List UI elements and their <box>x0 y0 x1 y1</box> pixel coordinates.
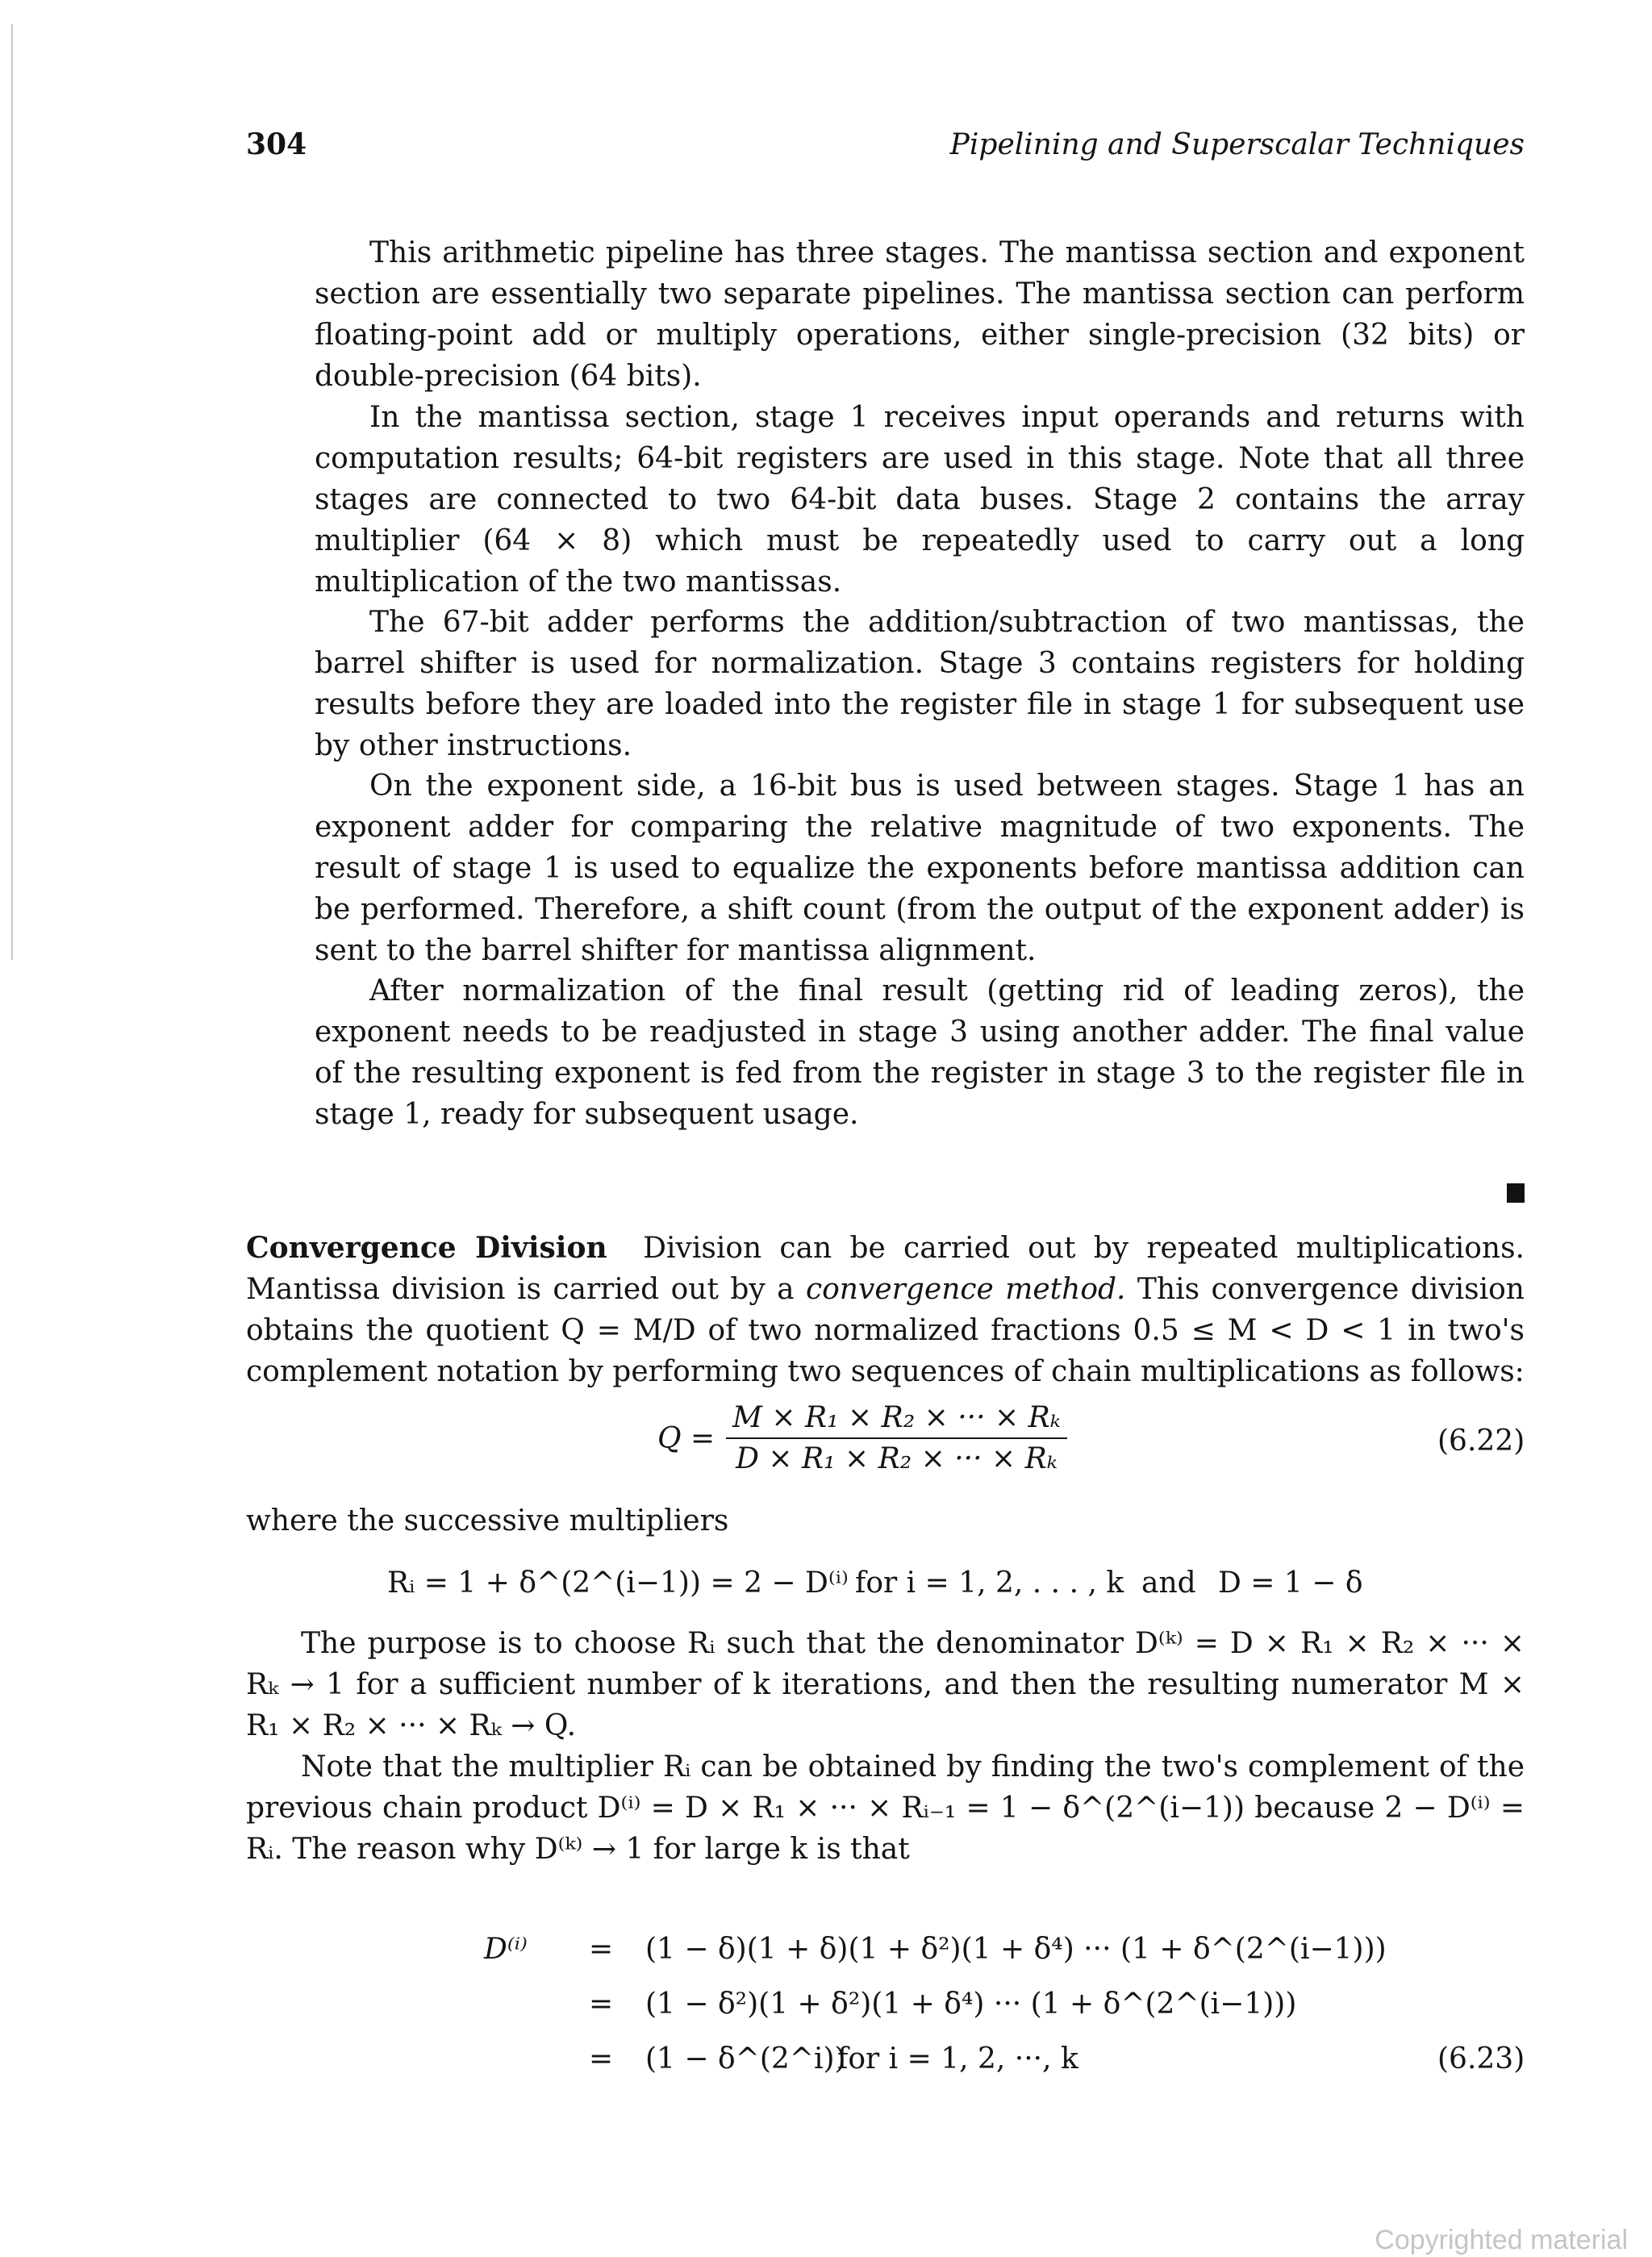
multipliers-intro: where the successive multipliers <box>246 1504 729 1537</box>
convergence-term: convergence method. <box>805 1273 1126 1306</box>
paragraph-exponent-side: On the exponent side, a 16-bit bus is used between stages. Stage 1 has an exponent adder for comparing the relative magnitude of two exponents. The result of stage 1 is used to equalize the exponents before mantissa addition can be performed. Therefore, a shift count (from the output of the exponent adder) is sent to the barrel shifter for mantissa alignment. <box>315 770 1525 967</box>
eq-rhs: (1 − δ^(2^i)) <box>645 2042 846 2076</box>
eq-6-23-row <box>484 1933 1533 1975</box>
eq-rhs: (1 − δ)(1 + δ)(1 + δ²)(1 + δ⁴) ··· (1 + δ^(2^(i−1))) <box>645 1933 1387 1966</box>
ri-condition: for i = 1, 2, . . . , k <box>855 1567 1124 1600</box>
eq-6-22-fraction <box>726 1401 1067 1475</box>
eq-6-22-lhs: Q = <box>657 1421 715 1455</box>
paragraph-normalization: After normalization of the final result (getting rid of leading zeros), the exponent needs to be readjusted in stage 3 using another adder. The final value of the resulting exponent is fed from the register in stage 3 to the register file in stage 1, ready for subsequent usage. <box>315 974 1525 1131</box>
convergence-text-2: This convergence division obtains the quotient Q = M/D of two normalized fractions 0.5 ≤ M < D < 1 in two's complement notation by performing two sequences of chain multiplications as follows: <box>246 1273 1525 1388</box>
copyright-watermark: Copyrighted material <box>1375 2225 1628 2255</box>
eq-6-23-row <box>484 1988 1533 2030</box>
eq-6-23-number: (6.23) <box>1437 2042 1525 2076</box>
ri-formula: Rᵢ = 1 + δ^(2^(i−1)) = 2 − D⁽ⁱ⁾ <box>387 1567 849 1600</box>
end-of-example-mark <box>1507 1183 1525 1203</box>
purpose-paragraph: The purpose is to choose Rᵢ such that the denominator D⁽ᵏ⁾ = D × R₁ × R₂ × ··· × Rₖ → 1 for a sufficient number of k iterations, and then the resulting numerator M × R₁ × R₂ × ··· × Rₖ → Q. <box>246 1627 1525 1742</box>
eq-6-23-lhs: D⁽ⁱ⁾ <box>484 1933 528 1966</box>
eq-equals: = <box>589 2042 614 2076</box>
eq-rhs: (1 − δ²)(1 + δ²)(1 + δ⁴) ··· (1 + δ^(2^(i−1))) <box>645 1988 1297 2021</box>
eq-equals: = <box>589 1988 614 2021</box>
convergence-division-paragraph <box>246 1228 1525 1392</box>
paragraph-mantissa-section: In the mantissa section, stage 1 receives input operands and returns with computation results; 64-bit registers are used in this stage. Note that all three stages are connected to two 64-bit data buses. Stage 2 contains the array multiplier (64 × 8) which must be repeatedly used to carry out a long multiplication of the two mantissas. <box>315 401 1525 599</box>
equation-6-22 <box>657 1401 1125 1475</box>
convergence-text-1: Division can be carried out by repeated multiplications. Mantissa division is carried out by a <box>246 1232 1525 1306</box>
page-header <box>246 127 1525 168</box>
scan-edge-line <box>11 24 13 960</box>
page-number: 304 <box>246 127 307 161</box>
ri-and: and <box>1141 1567 1196 1600</box>
eq-condition: for i = 1, 2, ···, k <box>837 2042 1078 2076</box>
eq-6-22-numerator: M × R₁ × R₂ × ··· × Rₖ <box>726 1401 1067 1439</box>
running-title: Pipelining and Superscalar Techniques <box>949 128 1525 161</box>
eq-equals: = <box>589 1933 614 1966</box>
eq-6-22-number: (6.22) <box>1437 1425 1525 1458</box>
eq-6-22-denominator: D × R₁ × R₂ × ··· × Rₖ <box>736 1442 1058 1475</box>
paragraph-pipeline-stages: This arithmetic pipeline has three stages. The mantissa section and exponent section are essentially two separate pipelines. The mantissa section can perform floating-point add or multiply operations, either single-precision (32 bits) or double-precision (64 bits). <box>315 236 1525 393</box>
note-paragraph: Note that the multiplier Rᵢ can be obtained by finding the two's complement of the previous chain product D⁽ⁱ⁾ = D × R₁ × ··· × Rᵢ₋₁ = 1 − δ^(2^(i−1)) because 2 − D⁽ⁱ⁾ = Rᵢ. The reason why D⁽ᵏ⁾ → 1 for large k is that <box>246 1750 1525 1866</box>
paragraph-adder: The 67-bit adder performs the addition/subtraction of two mantissas, the barrel shifter is used for normalization. Stage 3 contains registers for holding results before they are loaded into the register file in stage 1 for subsequent use by other instructions. <box>315 606 1525 762</box>
convergence-heading: Convergence Division <box>246 1231 607 1265</box>
eq-6-23-row <box>484 2042 1533 2084</box>
ri-d-definition: D = 1 − δ <box>1218 1567 1363 1600</box>
